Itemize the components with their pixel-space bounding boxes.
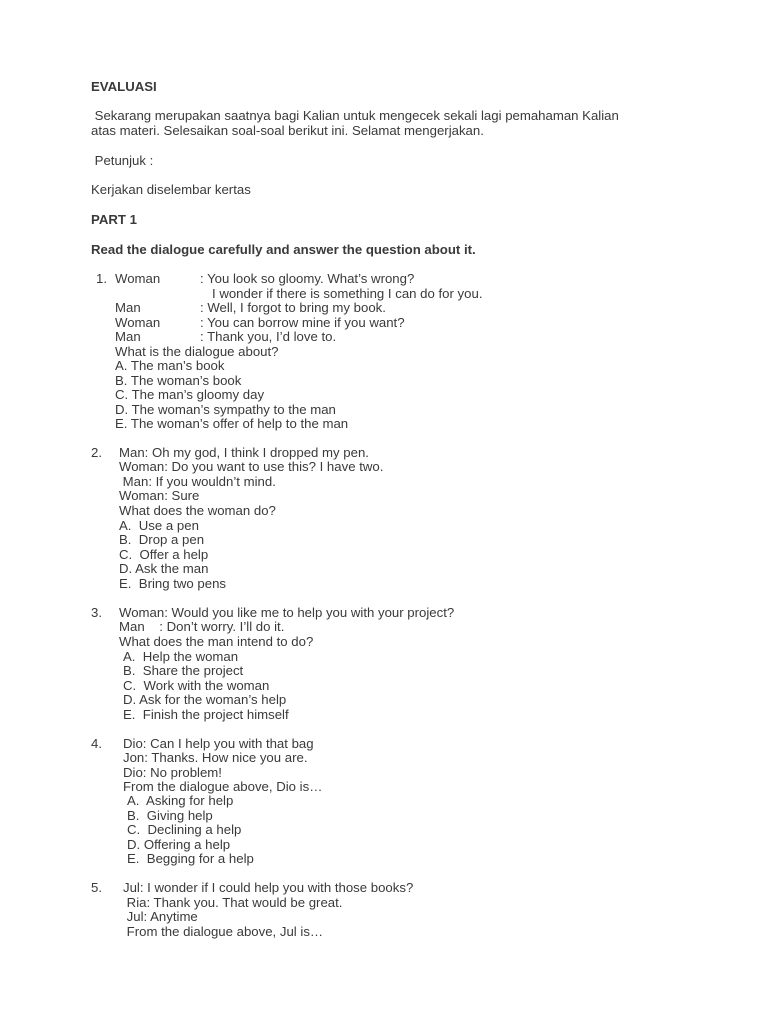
question-text: What does the woman do? [119, 503, 276, 518]
dialogue-speaker: Woman [115, 271, 161, 286]
answer-option: C. Declining a help [127, 822, 242, 837]
part-instruction: Read the dialogue carefully and answer the question about it. [91, 242, 476, 257]
dialogue-line: Ria: Thank you. That would be great. [123, 895, 343, 910]
answer-option: B. Share the project [123, 663, 244, 678]
answer-option: E. Finish the project himself [123, 707, 289, 722]
answer-option: A. The man’s book [115, 358, 225, 373]
answer-option: E. The woman’s offer of help to the man [115, 416, 349, 431]
dialogue-line: Dio: Can I help you with that bag [123, 736, 314, 751]
dialogue-line: Woman: Sure [119, 488, 200, 503]
question-number: 2. [91, 445, 102, 460]
question-text: From the dialogue above, Dio is… [123, 779, 323, 794]
answer-option: E. Begging for a help [127, 851, 254, 866]
intro-line-1: Sekarang merupakan saatnya bagi Kalian untuk mengecek sekali lagi pemahaman Kalian [91, 108, 619, 123]
answer-option: A. Use a pen [119, 518, 199, 533]
question-text: What is the dialogue about? [115, 344, 279, 359]
answer-option: E. Bring two pens [119, 576, 227, 591]
answer-option: C. Work with the woman [123, 678, 270, 693]
answer-option: D. Ask the man [119, 561, 209, 576]
dialogue-line: : You can borrow mine if you want? [200, 315, 405, 330]
dialogue-line: Jon: Thanks. How nice you are. [123, 750, 308, 765]
question-number: 1. [96, 271, 107, 286]
dialogue-line: Woman: Would you like me to help you with your project? [119, 605, 455, 620]
dialogue-line: Jul: I wonder if I could help you with those books? [123, 880, 414, 895]
dialogue-line: I wonder if there is something I can do for you. [212, 286, 483, 301]
page-title: EVALUASI [91, 79, 157, 94]
dialogue-line: Dio: No problem! [123, 765, 222, 780]
dialogue-line: Man: If you wouldn’t mind. [119, 474, 276, 489]
dialogue-line: Man : Don’t worry. I’ll do it. [119, 619, 285, 634]
part-title: PART 1 [91, 212, 137, 227]
petunjuk-label: Petunjuk : [91, 153, 154, 168]
intro-line-2: atas materi. Selesaikan soal-soal berikut ini. Selamat mengerjakan. [91, 123, 484, 138]
dialogue-speaker: Man [115, 329, 141, 344]
answer-option: B. Giving help [127, 808, 213, 823]
answer-option: A. Help the woman [123, 649, 239, 664]
question-text: What does the man intend to do? [119, 634, 314, 649]
question-number: 3. [91, 605, 102, 620]
dialogue-speaker: Woman [115, 315, 161, 330]
answer-option: B. Drop a pen [119, 532, 205, 547]
dialogue-line: Man: Oh my god, I think I dropped my pen. [119, 445, 369, 460]
question-number: 5. [91, 880, 102, 895]
dialogue-speaker: Man [115, 300, 141, 315]
question-text: From the dialogue above, Jul is… [123, 924, 324, 939]
dialogue-line: : Thank you, I’d love to. [200, 329, 337, 344]
answer-option: B. The woman’s book [115, 373, 242, 388]
dialogue-line: : Well, I forgot to bring my book. [200, 300, 386, 315]
dialogue-line: : You look so gloomy. What’s wrong? [200, 271, 415, 286]
answer-option: C. Offer a help [119, 547, 209, 562]
dialogue-line: Jul: Anytime [123, 909, 198, 924]
instruction-text: Kerjakan diselembar kertas [91, 182, 251, 197]
answer-option: D. Offering a help [127, 837, 231, 852]
answer-option: C. The man’s gloomy day [115, 387, 265, 402]
dialogue-line: Woman: Do you want to use this? I have two. [119, 459, 384, 474]
answer-option: D. The woman’s sympathy to the man [115, 402, 336, 417]
answer-option: A. Asking for help [127, 793, 234, 808]
question-number: 4. [91, 736, 102, 751]
answer-option: D. Ask for the woman’s help [123, 692, 287, 707]
